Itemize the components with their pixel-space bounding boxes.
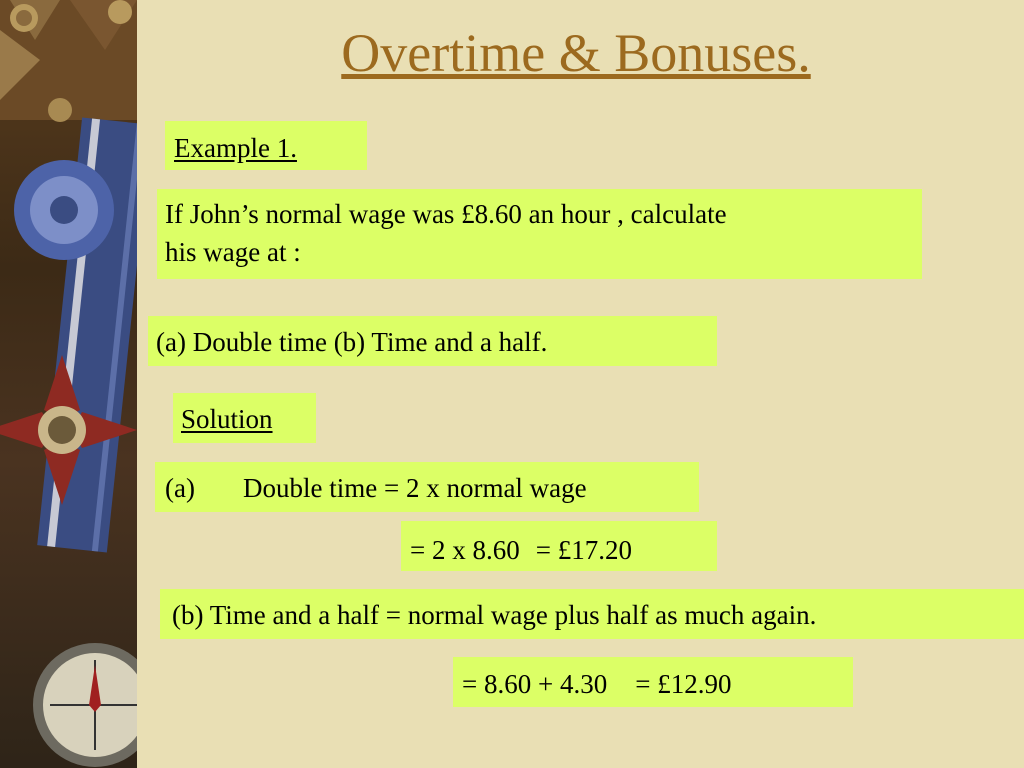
answer-a-working-box [401,521,717,571]
question-line-2: his wage at : [165,237,301,267]
question-line-1: If John’s normal wage was £8.60 an hour , calculate [165,199,727,229]
answer-b-working: = 8.60 + 4.30 [462,669,608,699]
answer-b-text: Time and a half = normal wage plus half as much again. [209,600,817,630]
question-box [157,189,922,279]
parts-box [148,316,717,366]
answer-a-box [155,462,699,512]
answer-a-text: Double time = 2 x normal wage [243,473,587,503]
solution-label: Solution [181,404,273,434]
parts-text: (a) Double time (b) Time and a half. [156,327,548,357]
example-label-box [165,121,367,170]
decorative-sidebar [0,0,137,768]
answer-a-result: = £17.20 [535,535,632,565]
answer-b-box [160,589,1024,639]
answer-b-working-box [453,657,853,707]
slide-title: Overtime & Bonuses. [341,23,811,83]
answer-a-working: = 2 x 8.60 [410,535,520,565]
medals-illustration [0,0,137,768]
answer-b-label: (b) [172,600,204,630]
answer-b-result: = £12.90 [635,669,732,699]
example-label: Example 1. [174,133,297,163]
answer-a-label: (a) [165,473,195,503]
solution-label-box [173,393,316,443]
